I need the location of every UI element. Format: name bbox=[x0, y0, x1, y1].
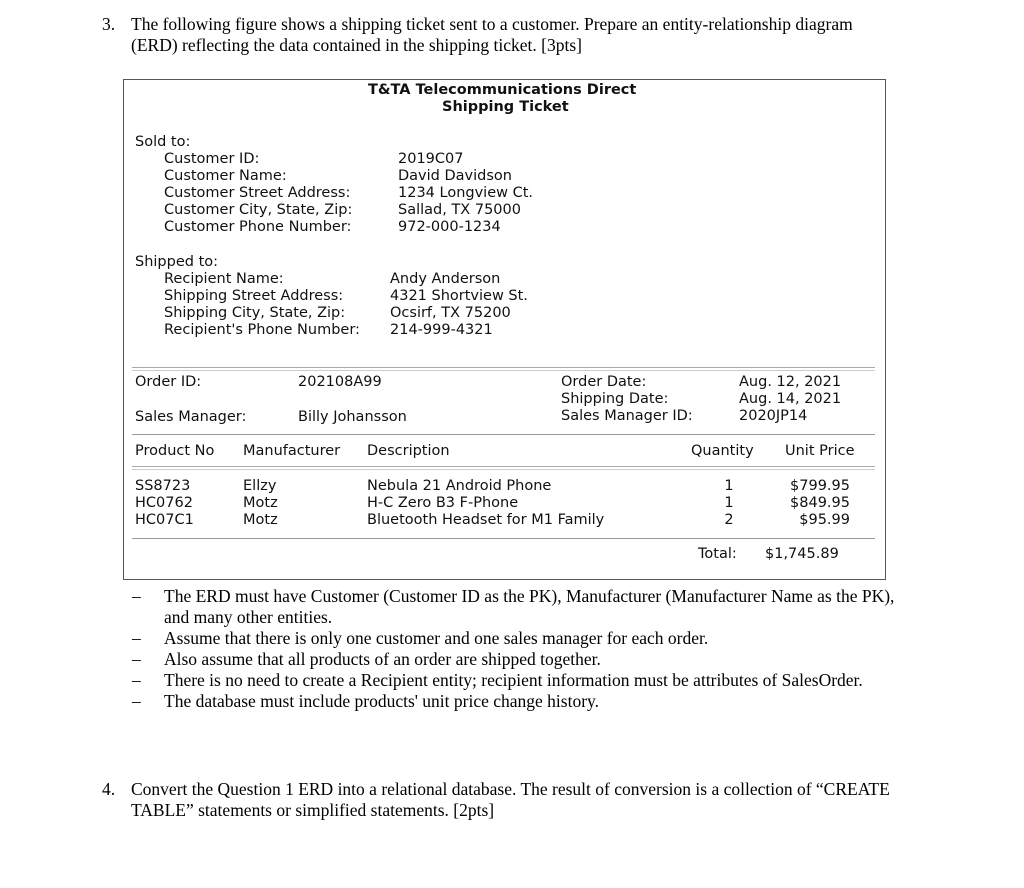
sold-to-heading: Sold to: bbox=[135, 134, 191, 150]
shipping-street-value: 4321 Shortview St. bbox=[390, 288, 528, 304]
ticket-company: T&TA Telecommunications Direct bbox=[368, 82, 637, 98]
sales-manager-value: Billy Johansson bbox=[298, 409, 407, 425]
divider bbox=[132, 434, 875, 435]
list-item: – The ERD must have Customer (Customer ID as the PK), Manufacturer (Manufacturer Name as the PK), and many other entities. bbox=[132, 586, 895, 627]
shipping-city-label: Shipping City, State, Zip: bbox=[164, 305, 346, 321]
item-product-no: SS8723 bbox=[135, 478, 191, 494]
recipient-phone-label: Recipient's Phone Number: bbox=[164, 322, 360, 338]
col-description: Description bbox=[367, 443, 450, 459]
item-quantity: 1 bbox=[724, 478, 734, 494]
customer-name-value: David Davidson bbox=[398, 168, 512, 184]
sales-manager-id-label: Sales Manager ID: bbox=[561, 408, 693, 424]
divider bbox=[132, 466, 875, 467]
shipping-city-value: Ocsirf, TX 75200 bbox=[390, 305, 511, 321]
list-item: – The database must include products' unit price change history. bbox=[132, 691, 600, 711]
question-3-text: The following figure shows a shipping ticket sent to a customer. Prepare an entity-relationship diagram (ERD) reflecting the data contained in the shipping ticket. [3pts] bbox=[131, 14, 853, 55]
order-date-label: Order Date: bbox=[561, 374, 647, 390]
order-id-label: Order ID: bbox=[135, 374, 202, 390]
item-product-no: HC07C1 bbox=[135, 512, 194, 528]
shipping-date-value: Aug. 14, 2021 bbox=[739, 391, 842, 407]
sales-manager-label: Sales Manager: bbox=[135, 409, 247, 425]
item-description: Bluetooth Headset for M1 Family bbox=[367, 512, 605, 528]
requirements-list bbox=[124, 586, 904, 712]
recipient-name-value: Andy Anderson bbox=[390, 271, 501, 287]
item-quantity: 2 bbox=[724, 512, 734, 528]
item-manufacturer: Motz bbox=[243, 512, 278, 528]
divider bbox=[132, 538, 875, 539]
list-item: – There is no need to create a Recipient entity; recipient information must be attributes of SalesOrder. bbox=[132, 670, 863, 690]
item-description: H-C Zero B3 F-Phone bbox=[367, 495, 519, 511]
customer-street-value: 1234 Longview Ct. bbox=[398, 185, 534, 201]
customer-phone-label: Customer Phone Number: bbox=[164, 219, 352, 235]
question-3-number: 3. bbox=[102, 14, 116, 34]
item-quantity: 1 bbox=[724, 495, 734, 511]
col-manufacturer: Manufacturer bbox=[243, 443, 341, 459]
recipient-phone-value: 214-999-4321 bbox=[390, 322, 493, 338]
total-label: Total: bbox=[698, 546, 737, 562]
shipping-date-label: Shipping Date: bbox=[561, 391, 669, 407]
col-quantity: Quantity bbox=[691, 443, 754, 459]
customer-city-label: Customer City, State, Zip: bbox=[164, 202, 353, 218]
item-description: Nebula 21 Android Phone bbox=[367, 478, 552, 494]
order-date-value: Aug. 12, 2021 bbox=[739, 374, 842, 390]
ticket-title: Shipping Ticket bbox=[442, 99, 569, 115]
customer-id-label: Customer ID: bbox=[164, 151, 260, 167]
question-4-number: 4. bbox=[102, 779, 116, 799]
divider bbox=[132, 367, 875, 368]
question-4-text: Convert the Question 1 ERD into a relational database. The result of conversion is a collection of “CREATE TABLE” statements or simplified statements. [2pts] bbox=[131, 779, 890, 820]
item-unit-price: $799.95 bbox=[790, 478, 850, 494]
item-unit-price: $95.99 bbox=[799, 512, 850, 528]
recipient-name-label: Recipient Name: bbox=[164, 271, 284, 287]
shipping-street-label: Shipping Street Address: bbox=[164, 288, 344, 304]
customer-phone-value: 972-000-1234 bbox=[398, 219, 501, 235]
col-unit-price: Unit Price bbox=[785, 443, 855, 459]
sales-manager-id-value: 2020JP14 bbox=[739, 408, 808, 424]
list-item: – Assume that there is only one customer and one sales manager for each order. bbox=[132, 628, 709, 648]
customer-street-label: Customer Street Address: bbox=[164, 185, 351, 201]
col-product-no: Product No bbox=[135, 443, 215, 459]
shipping-ticket bbox=[123, 79, 886, 580]
item-manufacturer: Motz bbox=[243, 495, 278, 511]
item-product-no: HC0762 bbox=[135, 495, 193, 511]
shipped-to-heading: Shipped to: bbox=[135, 254, 219, 270]
customer-city-value: Sallad, TX 75000 bbox=[398, 202, 521, 218]
total-value: $1,745.89 bbox=[765, 546, 839, 562]
item-manufacturer: Ellzy bbox=[243, 478, 277, 494]
order-id-value: 202108A99 bbox=[298, 374, 382, 390]
list-item: – Also assume that all products of an order are shipped together. bbox=[132, 649, 601, 669]
customer-name-label: Customer Name: bbox=[164, 168, 287, 184]
customer-id-value: 2019C07 bbox=[398, 151, 464, 167]
item-unit-price: $849.95 bbox=[790, 495, 850, 511]
